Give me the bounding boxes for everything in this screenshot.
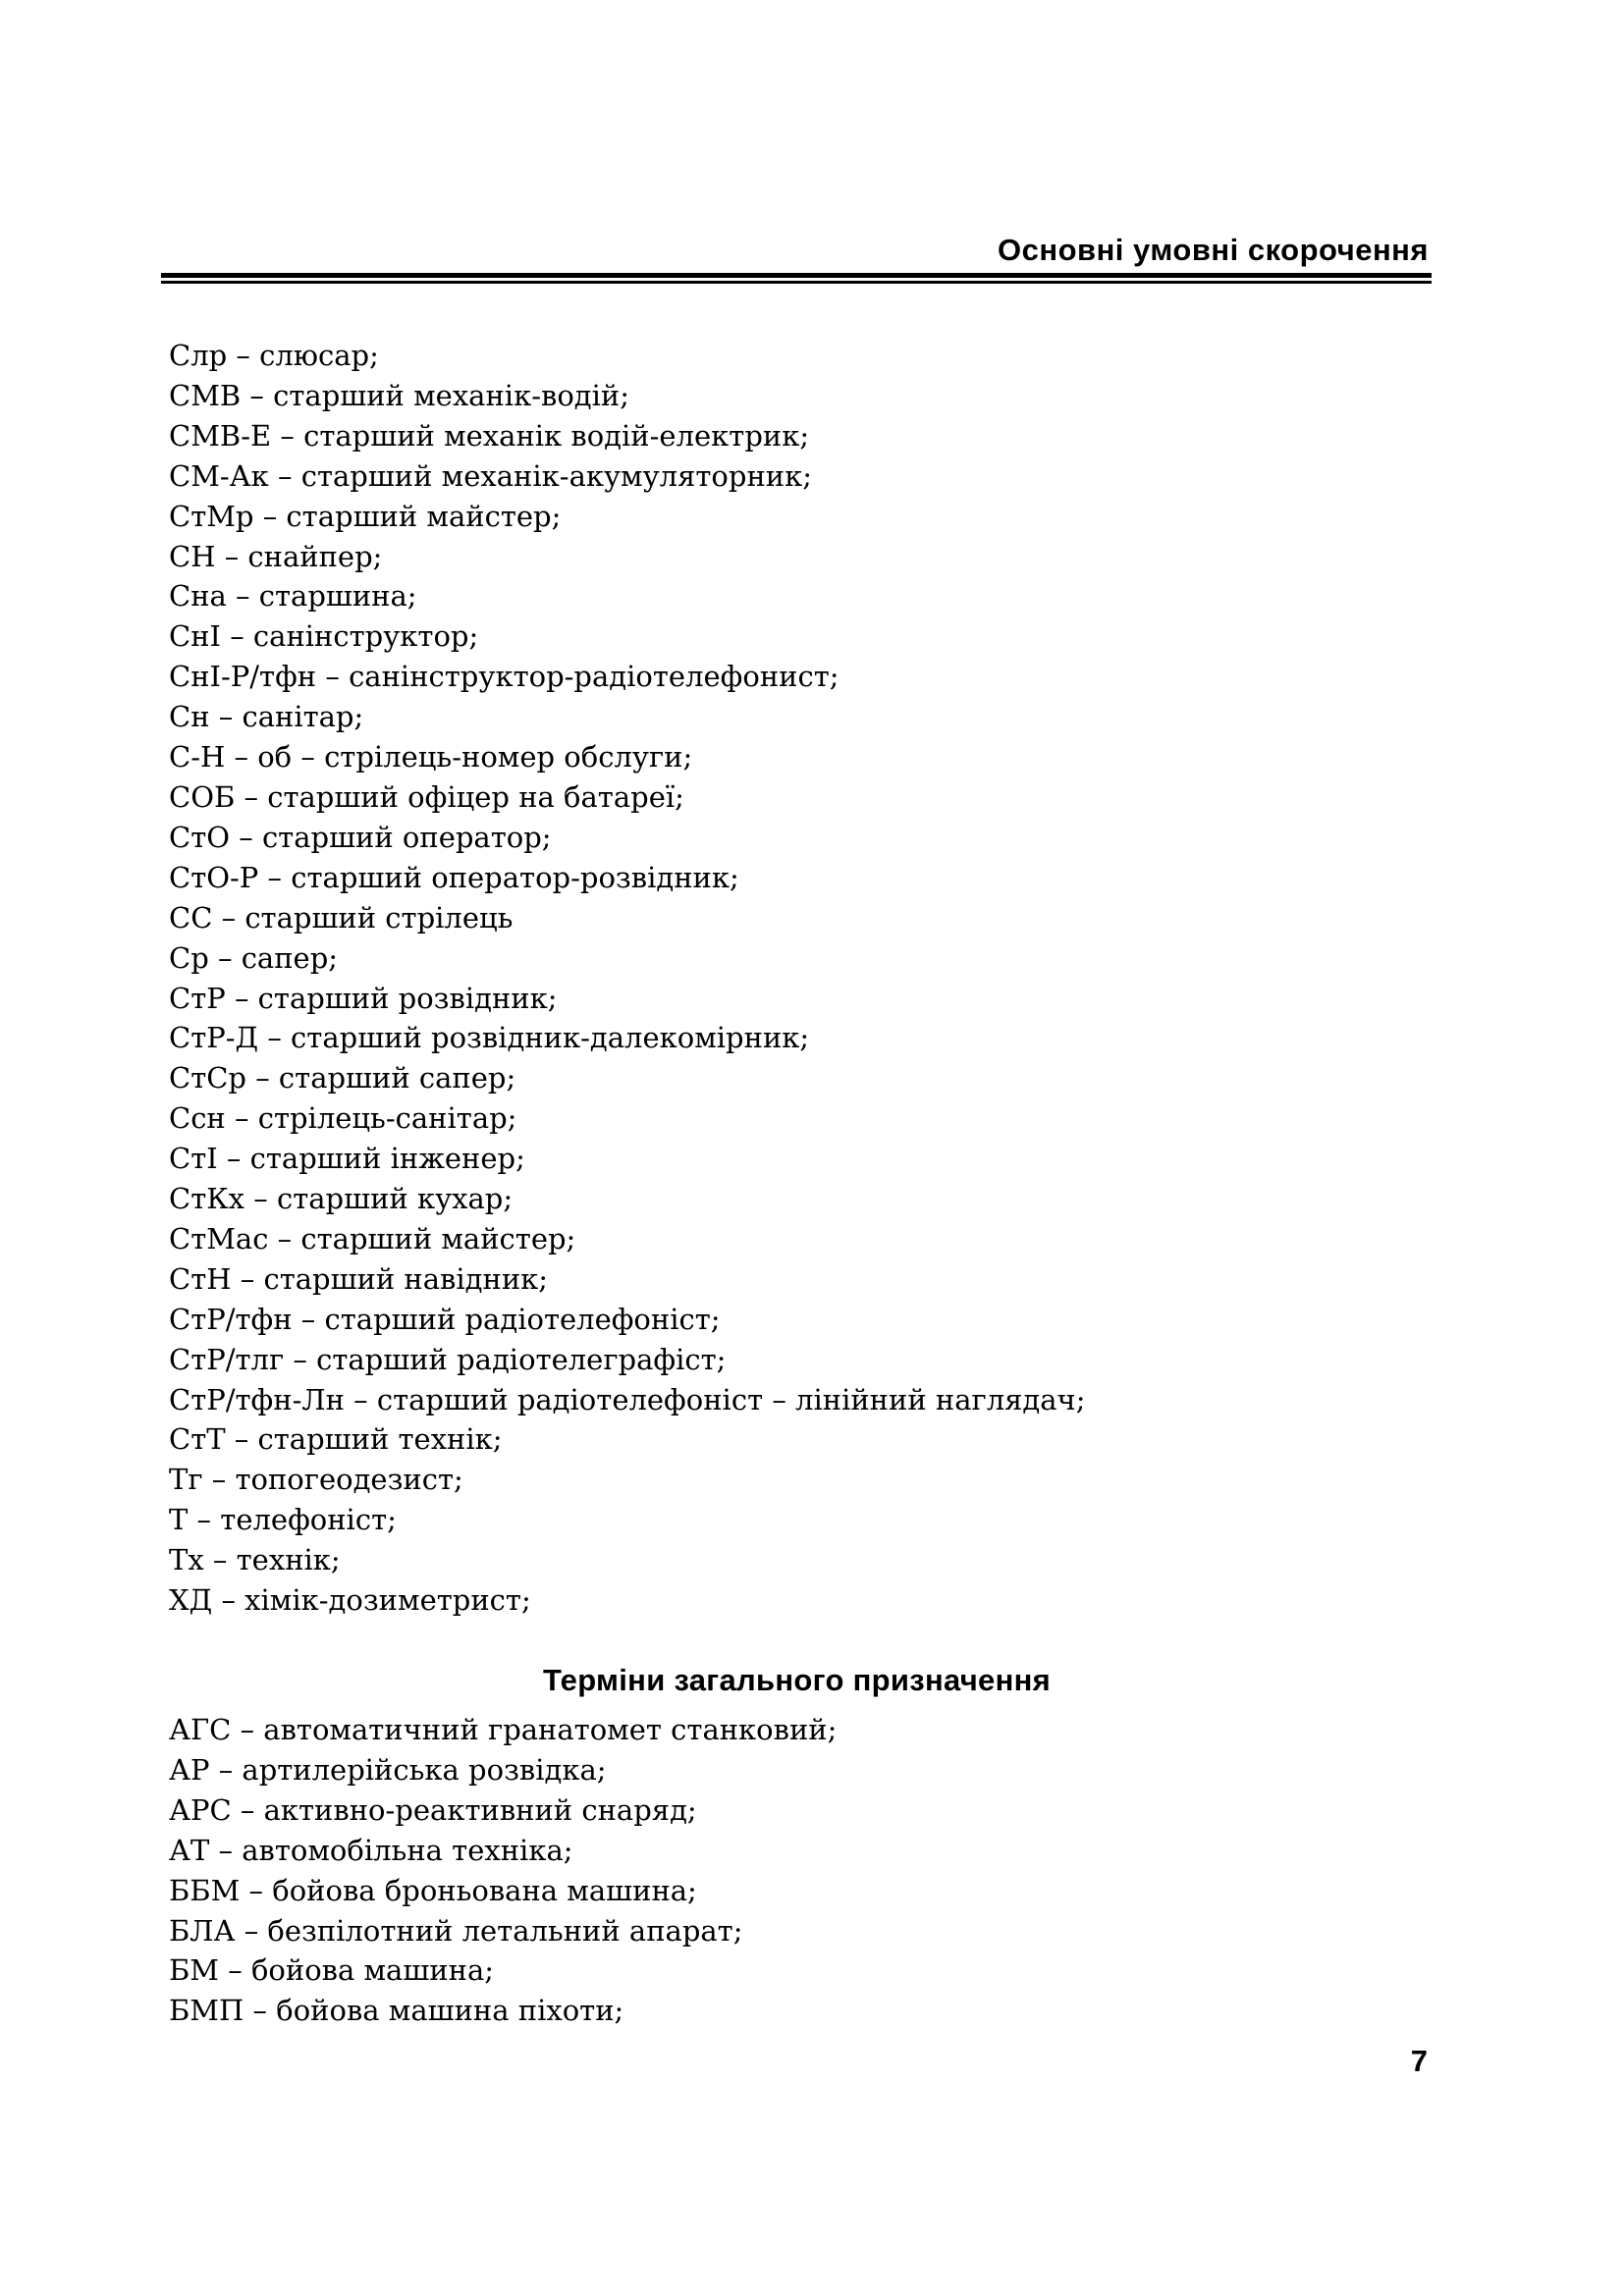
abbreviation-line: ХД – хімік-дозиметрист; (169, 1583, 531, 1618)
abbreviation-line: СнІ-Р/тфн – санінструктор-радіотелефонист; (169, 660, 839, 694)
abbreviation-line: Сн – санітар; (169, 700, 364, 734)
section-heading-general-terms: Терміни загального призначення (542, 1663, 1052, 1697)
abbreviation-line: АРС – активно-реактивний снаряд; (169, 1792, 697, 1827)
abbreviation-line: АР – артилерійська розвідка; (169, 1752, 607, 1787)
abbreviation-line: СС – старший стрілець (169, 900, 514, 934)
abbreviation-line: Т – телефоніст; (169, 1503, 397, 1537)
abbreviation-line: СтО – старший оператор; (169, 820, 552, 854)
abbreviation-line: СтР – старший розвідник; (169, 981, 558, 1015)
abbreviation-line: СтР/тфн – старший радіотелефоніст; (169, 1302, 721, 1336)
abbreviation-line: СтМас – старший майстер; (169, 1221, 576, 1255)
abbreviation-line: Ссн – стрілець-санітар; (169, 1101, 517, 1136)
abbreviation-line: СтКх – старший кухар; (169, 1182, 514, 1216)
abbreviation-line: Тг – топогеодезист; (169, 1463, 463, 1497)
abbreviation-line: АТ – автомобільна техніка; (169, 1833, 573, 1867)
abbreviation-line: СтР/тлг – старший радіотелеграфіст; (169, 1342, 727, 1376)
abbreviation-line: Тх – технік; (169, 1543, 341, 1577)
abbreviation-line: СтР-Д – старший розвідник-далекомірник; (169, 1021, 810, 1055)
abbreviation-line: СтН – старший навідник; (169, 1261, 549, 1296)
abbreviation-line: ББМ – бойова броньована машина; (169, 1873, 697, 1907)
abbreviation-line: Сна – старшина; (169, 579, 417, 614)
abbreviation-list-roles (169, 336, 1086, 1621)
abbreviation-line: СнІ – санінструктор; (169, 619, 479, 654)
abbreviation-line: АГС – автоматичний гранатомет станковий; (169, 1713, 838, 1746)
page-number: 7 (1410, 2044, 1428, 2078)
abbreviation-line: СМВ – старший механік-водій; (169, 378, 630, 412)
abbreviation-line: СтМр – старший майстер; (169, 499, 562, 533)
abbreviation-line: СОБ – старший офіцер на батареї; (169, 779, 684, 814)
abbreviation-line: БМ – бойова машина; (169, 1953, 495, 1988)
abbreviation-line: СМВ-Е – старший механік водій-електрик; (169, 418, 810, 453)
abbreviation-line: БМП – бойова машина піхоти; (169, 1994, 624, 2028)
abbreviation-line: СМ-Ак – старший механік-акумуляторник; (169, 458, 813, 493)
abbreviation-line: Ср – сапер; (169, 940, 339, 975)
running-header: Основні умовні скорочення (998, 233, 1429, 267)
abbreviation-list-general (169, 1710, 837, 2031)
abbreviation-line: БЛА – безпілотний летальний апарат; (169, 1913, 743, 1948)
header-rule (161, 273, 1432, 284)
abbreviation-line: Слр – слюсар; (169, 339, 379, 372)
abbreviation-line: СтІ – старший інженер; (169, 1142, 525, 1176)
abbreviation-line: СтО-Р – старший оператор-розвідник; (169, 860, 739, 894)
abbreviation-line: СН – снайпер; (169, 539, 383, 573)
abbreviation-line: СтТ – старший технік; (169, 1422, 503, 1457)
abbreviation-line: СтР/тфн-Лн – старший радіотелефоніст – лінійний наглядач; (169, 1382, 1086, 1416)
abbreviation-line: СтСр – старший сапер; (169, 1061, 516, 1095)
abbreviation-line: С-Н – об – стрілець-номер обслуги; (169, 740, 693, 774)
